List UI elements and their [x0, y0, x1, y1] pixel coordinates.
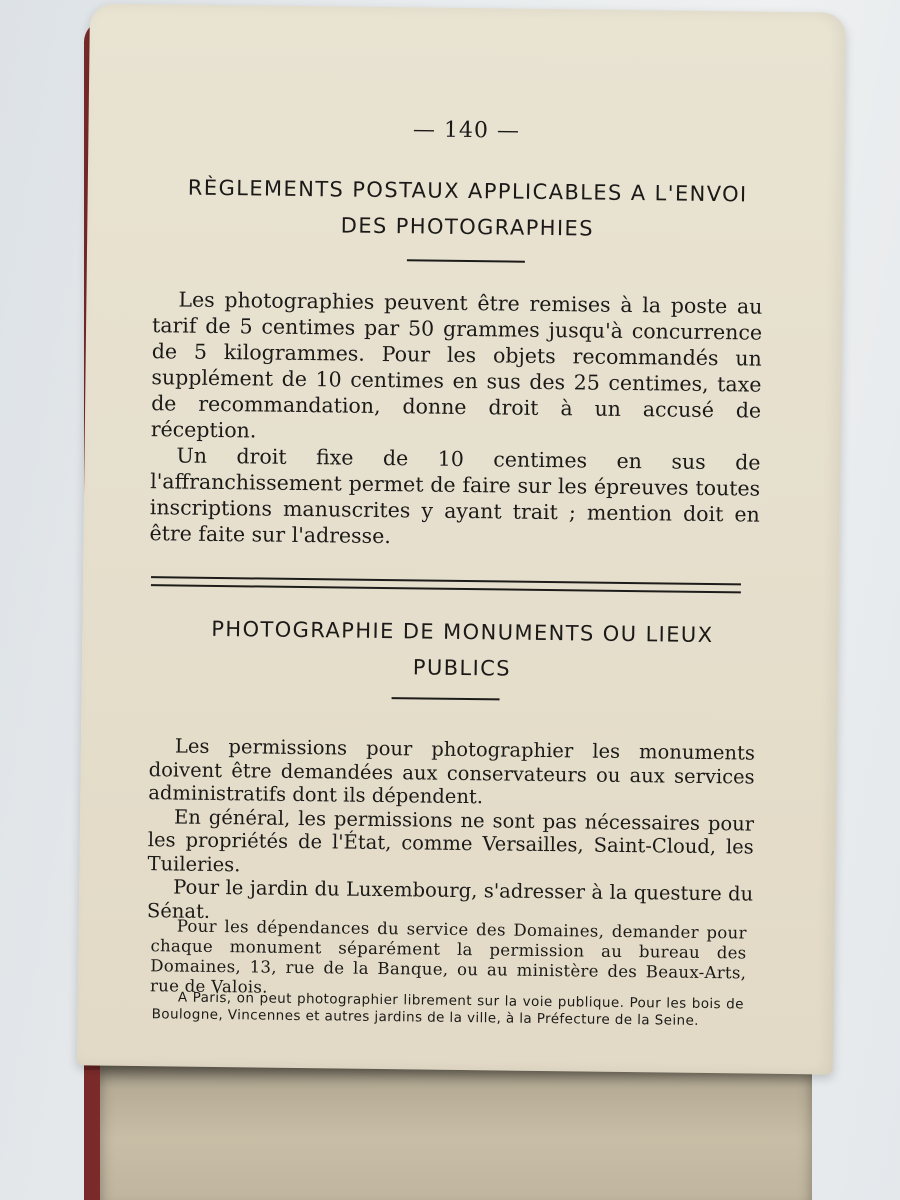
section-heading-monuments	[122, 610, 803, 690]
paragraph: A Paris, on peut photographier librement sur la voie publique. Pour les bois de Boulogne, Vincennes et autres jardins de la ville, à la Préfecture de la Seine.	[151, 989, 744, 1029]
section-heading-postal-rules	[127, 169, 808, 249]
divider-rule	[392, 697, 500, 700]
section-body-monuments	[147, 734, 755, 929]
paragraph: Pour les dépendances du service des Domaines, demander pour chaque monument séparément la permission au bureau des Domaines, 13, rue de la Banque, ou au ministère des Beaux-Arts, rue de Valois.	[149, 916, 747, 997]
double-divider-rule	[151, 576, 741, 593]
paragraph: En général, les permissions ne sont pas nécessaires pour les propriétés de l'État, comme Versailles, Saint-Cloud, les Tuileries.	[147, 804, 755, 876]
page-number: — 140 —	[412, 117, 521, 144]
heading-line: RÈGLEMENTS POSTAUX APPLICABLES A L'ENVOI	[187, 175, 748, 207]
heading-line: PUBLICS	[412, 655, 512, 681]
section-body-postal-rules	[149, 286, 762, 553]
paragraph: Un droit fixe de 10 centimes en sus de l'affranchissement permet de faire sur les épreuves toutes inscriptions manuscrites y ayant trait ; mention doit en être faite sur l'adresse.	[149, 443, 761, 549]
divider-rule	[407, 259, 525, 262]
booklet-page	[77, 3, 846, 1074]
paragraph: Pour le jardin du Luxembourg, s'adresser à la questure du Sénat.	[146, 875, 754, 923]
section-body-paris-note	[152, 989, 744, 1030]
paragraph: Les photographies peuvent être remises à la poste au tarif de 5 centimes par 50 grammes jusqu'à concurrence de 5 kilogrammes. Pour les objets recommandés un supplément de 10 centimes en sus des 25 centimes, taxe de recommandation, donne droit à un accusé de réception.	[150, 287, 763, 443]
heading-line: PHOTOGRAPHIE DE MONUMENTS OU LIEUX	[211, 616, 714, 648]
heading-line: DES PHOTOGRAPHIES	[340, 213, 595, 241]
lower-page	[100, 1064, 812, 1200]
paragraph: Les permissions pour photographier les monuments doivent être demandées aux conservateurs ou aux services administratifs dont ils dépendent.	[148, 734, 756, 809]
